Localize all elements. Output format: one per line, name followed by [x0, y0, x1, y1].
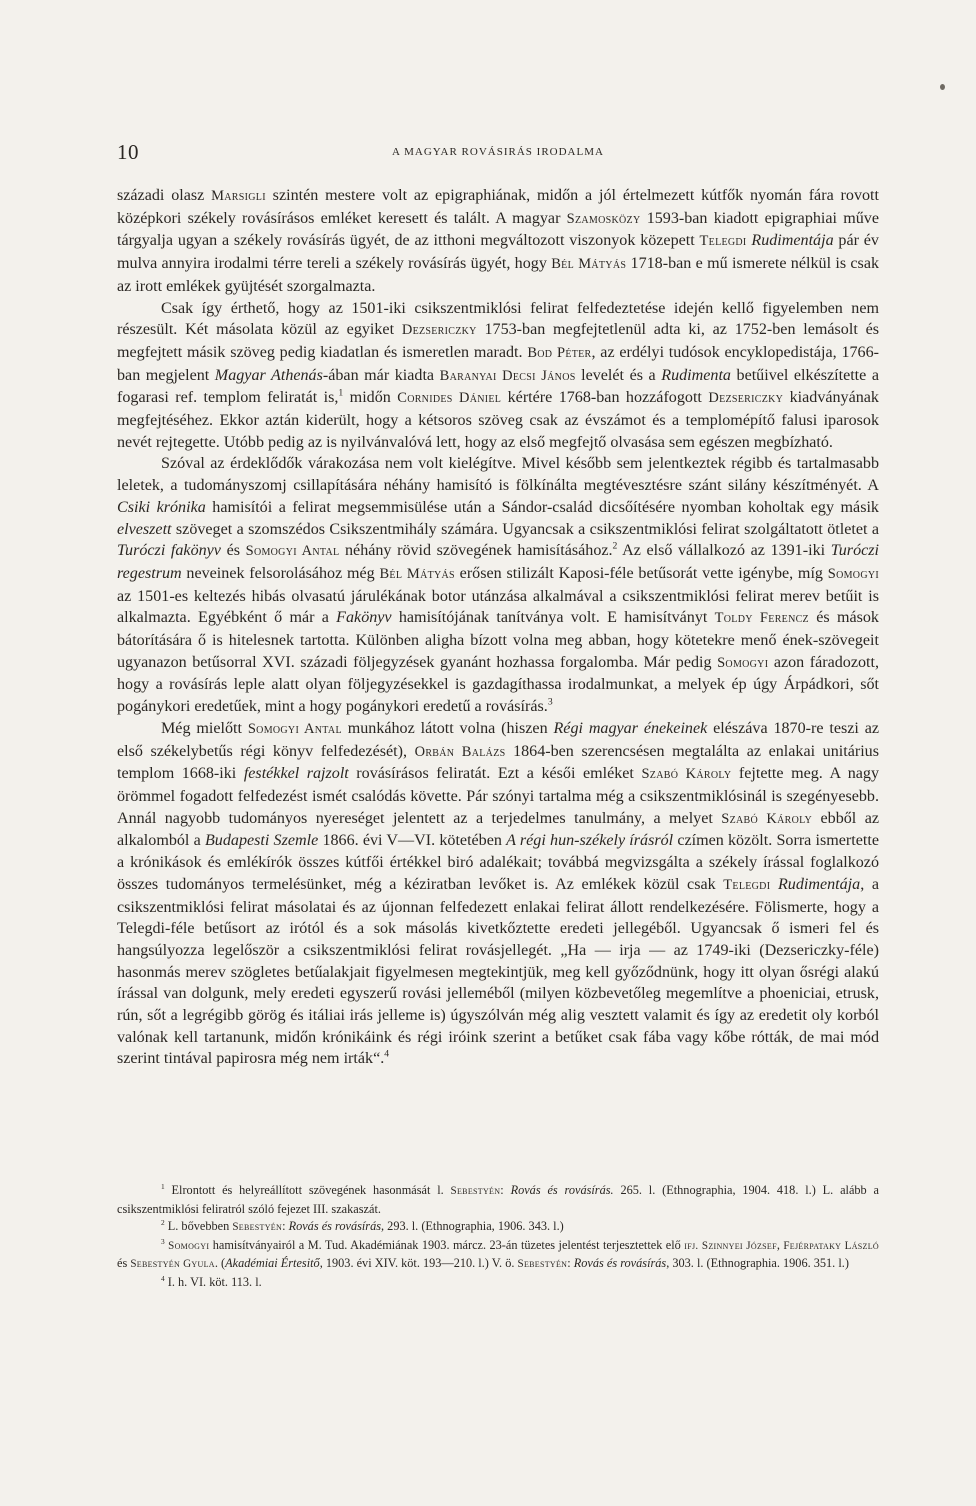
italic-title: Rovás és rovásírás [573, 1256, 667, 1271]
italic-title: Régi magyar énekeinek [553, 719, 708, 737]
italic-title: Csiki krónika [117, 498, 206, 516]
text-run: : [282, 1219, 289, 1234]
footnote [117, 1274, 879, 1292]
person-name: Bod Péter [527, 344, 592, 361]
paragraph [117, 185, 879, 298]
text-run: , 303. l. (Ethnographia. 1906. 351. l.) [666, 1256, 849, 1271]
person-name: Bél Mátyás [379, 565, 455, 582]
person-name: Somogyi [827, 565, 879, 582]
text-run: neveinek felsorolásához még [181, 564, 380, 582]
text-run: kértére 1768-ban hozzáfogott [501, 389, 709, 407]
text-run: 293. l. (Ethnographia, 1906. 343. l.) [384, 1219, 564, 1234]
text-run: L. bővebben [164, 1219, 233, 1234]
footnote-marker: 4 [384, 1049, 390, 1061]
footnote-marker: 3 [161, 1236, 165, 1246]
person-name: Sebestyén Gyula [130, 1258, 215, 1271]
text-run: és [117, 1256, 131, 1271]
text-run: czímen közölt. Sorra ismertette a krónikások és emlékírók összes kútfői értékkel biró adalékait; továbbá megvizsgálta a székely írással foglalkozó összes tudományos termelésünket, még a kéziratban levőket is. Az emlékek közül csak [117, 832, 879, 893]
italic-title: Rudimentája [777, 875, 861, 893]
footnote-marker: 2 [161, 1218, 165, 1228]
page-number: 10 [117, 140, 139, 164]
text-run: szintén mestere volt az epigraphiának, midőn a jól értelmezett kútfők nyomán fára rovott középkori székely rovásírásos emléket keresett és talált. A magyar [117, 187, 879, 227]
italic-title: Budapesti Szemle [204, 832, 319, 850]
text-run: levelét és a [575, 366, 662, 384]
footnote [117, 1218, 879, 1237]
person-name: Sebestyén [232, 1221, 283, 1234]
person-name: ifj. Szinnyei József [684, 1239, 777, 1252]
person-name: Marsigli [211, 188, 266, 204]
footnote [117, 1182, 879, 1218]
italic-title: A régi hun-székely írásról [506, 832, 674, 850]
person-name: Telegdi [699, 233, 747, 250]
text-run: századi olasz [117, 187, 212, 204]
person-name: Fejérpataky László [783, 1239, 879, 1252]
person-name: Somogyi Antal [247, 720, 342, 737]
text-run: , 1903. évi XIV. köt. 193—210. l.) V. ö. [319, 1256, 518, 1271]
person-name: Szamosközy [566, 210, 641, 227]
text-run: Az első vállalkozó az 1391-iki [617, 542, 831, 560]
text-run: I. h. VI. köt. 113. l. [164, 1274, 262, 1289]
text-run: rovásírásos feliratát. Ezt a késői emléket [348, 765, 642, 783]
text-run: azon fáradozott, hogy a rovásírás leple alatt olyan följegyzésekkel is gazdagíthassa irodalmunkat, a melyek ép úgy Árpádkori, sőt pogánykori eredetűek, mint a hogy pogánykori eredetű a rovásírás. [117, 653, 879, 716]
text-run: hamisítványairól a M. Tud. Akadémiának 1903. márcz. 23-án tüzetes jelentést terjesztettek elő [209, 1237, 685, 1252]
italic-title: Fakönyv [336, 609, 392, 627]
paragraph [117, 718, 879, 1070]
person-name: Somogyi [717, 654, 769, 671]
footnote-marker: 4 [161, 1273, 165, 1283]
text-run [770, 876, 778, 893]
italic-title: Rudimentája [751, 232, 834, 250]
person-name: Cornides Dániel [397, 390, 502, 407]
italic-title: Turóczi regestrum [117, 542, 879, 582]
running-head: A MAGYAR ROVÁSIRÁS IRODALMA [392, 146, 604, 158]
text-run: , [776, 1237, 784, 1252]
text-run: 1864-ben szerencsésen megtalálta az enlakai unitárius templom 1668-iki [117, 742, 879, 783]
page-header [117, 140, 879, 164]
text-run: kiadványának megfejtéséhez. Ekkor aztán kiderült, hogy a kétsoros szöveg csak az évszámot és a templomépítő falusi iparosok nevét rejtegette. Utóbb pedig az is nyilvánvalóvá lett, hogy az első megfejtő olvasása sem egészen megbízható. [117, 389, 879, 451]
italic-title: Rovás és rovásírás, [288, 1219, 385, 1234]
text-run: és [220, 542, 246, 560]
person-name: Dezsericzky [708, 390, 784, 407]
person-name: Telegdi [723, 876, 771, 893]
footnote-marker: 1 [161, 1181, 165, 1191]
paragraph [117, 298, 879, 454]
text-run: 1753-ban megfejtetlenül adta ki, az 1752-ben lemásolt és megfejtett másik szöveg pedig kiadatlan és ismeretlen maradt. [117, 321, 879, 361]
italic-title: elveszett [117, 520, 172, 538]
text-run: hamisítói a felirat megsemmisülése után a Sándor-család dicsőítésére nyomban koholtak egy másik [205, 498, 879, 516]
text-run: Szóval az érdeklődők várakozása nem volt kielégítve. Mivel később sem jelentkeztek régibb és tartalmasabb leletek, a tudományszomj csillapítására néhány hamisító is fölkínálta megtévesztésre szánt silány készítményét. A [117, 455, 879, 495]
italic-title: Magyar Athenás [214, 366, 323, 384]
person-name: Szabó Károly [721, 810, 813, 827]
text-run: néhány rövid szövegének hamisításához. [339, 542, 613, 560]
italic-title: Rudimenta [661, 366, 731, 384]
text-run: 1718-ban e mű ismerete nélkül is csak az irott emlékek gyüjtését szorgalmazta. [117, 255, 880, 295]
text-run: és mások bátorítására ő is hitelesnek tartotta. Különben aligha bízott volna meg abban, hogy kötetekre menő ének-szövegeit ugyanazon betűsorral XVI. századi följegyzések gyanánt hozhassa forgalomba. Már pedig [117, 609, 879, 671]
footnotes [117, 1182, 879, 1292]
text-run: : [500, 1183, 511, 1197]
italic-title: Rovás és rovásírás. [510, 1183, 614, 1197]
text-run: elészáva 1870-re teszi az első székelybetűs régi könyv felfedezését), [117, 719, 880, 760]
text-run: Elrontott és helyreállított szövegének hasonmását l. [164, 1183, 451, 1197]
text-run: 1866. évi V—VI. kötetében [318, 832, 507, 850]
footnote-marker: 3 [547, 696, 553, 708]
text-run: , az erdélyi tudósok encyklopedistája, 1766-ban megjelent [117, 343, 879, 384]
person-name: Somogyi [168, 1239, 210, 1252]
text-run: fejtette meg. A nagy örömmel fogadott felfedezést ismét csalódás követte. Pár szónyi tartalma még a csikszentmiklósinál is szegényesebb. Annál nagyobb tudományos nyereséget jelentett az a terjedelmes tanulmány, a melyet [117, 765, 879, 827]
person-name: Baranyai Decsi János [439, 367, 576, 384]
main-text [117, 185, 879, 1070]
text-run: 1593-ban kiadott epigraphiai műve tárgyalja ugyan a székely rovásírás ügyét, de az itthoni megváltozott viszonyok közepett [117, 209, 879, 250]
text-run: Csak így érthető, hogy az 1501-iki csikszentmiklósi felirat felfedeztetése idején kellő figyelemben nem részesült. Két másolata közül az egyiket [117, 299, 879, 339]
text-run: , a csikszentmiklósi felirat másolatai és az újonnan felfedezett enlakai felirat állott rendelkezésére. Fölismerte, hogy a Telegdi-féle betűsort az irótól és a sok másolás kivetkőztette eredeti jellegéből. Ugyancsak ő ismeri fel és hangsúlyozza legelőször a csikszentmiklósi felirat rovásjellegét. „Ha — irja — az 1749-iki (Dezsericzky-féle) hasonmás merev szögletes betűalakjait figyelmesen megtekintjük, meg kell győződnünk, hogy itt olyan ősrégi alakú írással van dolgunk, mely eredeti egyszerű rovási jelleméből (milyen közbevetőleg megemlítve a phoeniciai, etrusk, rún, sőt a legrégibb görög és itáliai irás jelleme is) úgyszólván még alig vesztett valamit és így az eredetit oly korból valónak kell tartanunk, midőn krónikáink és régi iróink szerint a betűket csak fába vagy kőbe rótták, de mai mód szerint tintával papirosra még nem irták“. [117, 875, 879, 1068]
text-run: midőn [343, 389, 398, 407]
footnote-marker: 1 [338, 387, 344, 399]
person-name: Sebestyén [450, 1185, 501, 1197]
text-run: 265. l. (Ethnographia, 1904. 418. l.) L. alább a csikszentmiklósi feliratról szóló fejezet III. szakaszát. [117, 1183, 879, 1216]
text-run: ebből az alkalomból a [117, 809, 879, 850]
italic-title: festékkel rajzolt [243, 765, 349, 783]
text-run: hamisítójának tanítványa volt. E hamisítványt [391, 609, 715, 627]
text-run: munkához látott volna (hiszen [341, 719, 554, 737]
person-name: Somogyi Antal [245, 543, 340, 560]
text-run: Még mielőtt [161, 719, 248, 737]
text-run: . ( [214, 1256, 226, 1271]
person-name: Toldy Ferencz [714, 610, 809, 627]
italic-title: Akadémiai Értesitő [225, 1256, 320, 1271]
text-run: betűivel elkészítette a fogarasi ref. templom feliratát is, [117, 366, 879, 407]
person-name: Sebestyén [517, 1258, 568, 1271]
person-name: Orbán Balázs [414, 743, 506, 760]
print-speck [940, 84, 945, 90]
text-run: pár év mulva annyira irodalmi térre tereli a székely rovásírás ügyét, hogy [117, 232, 879, 273]
text-run: -ában már kiadta [322, 366, 440, 384]
text-run: erősen stilizált Kaposi-féle betűsorát vette igénybe, míg [454, 564, 828, 582]
paragraph [117, 453, 879, 717]
person-name: Szabó Károly [641, 766, 732, 783]
text-run: az 1501-es keltezés hibás olvasatú járulékának botor utánzása alkalmával a csikszentmiklósi felirat merev betűit is alkalmazta. Egyébként ő már a [117, 587, 879, 627]
person-name: Bél Mátyás [551, 256, 627, 273]
footnote [117, 1237, 879, 1274]
text-run: : [567, 1256, 574, 1271]
text-run: szöveget a szomszédos Csikszentmihály számára. Ugyancsak a csikszentmiklósi felirat szolgáltatott ötletet a [171, 520, 879, 538]
italic-title: Turóczi fakönyv [117, 542, 221, 560]
footnote-marker: 2 [612, 540, 618, 552]
person-name: Dezsericzky [401, 322, 477, 339]
